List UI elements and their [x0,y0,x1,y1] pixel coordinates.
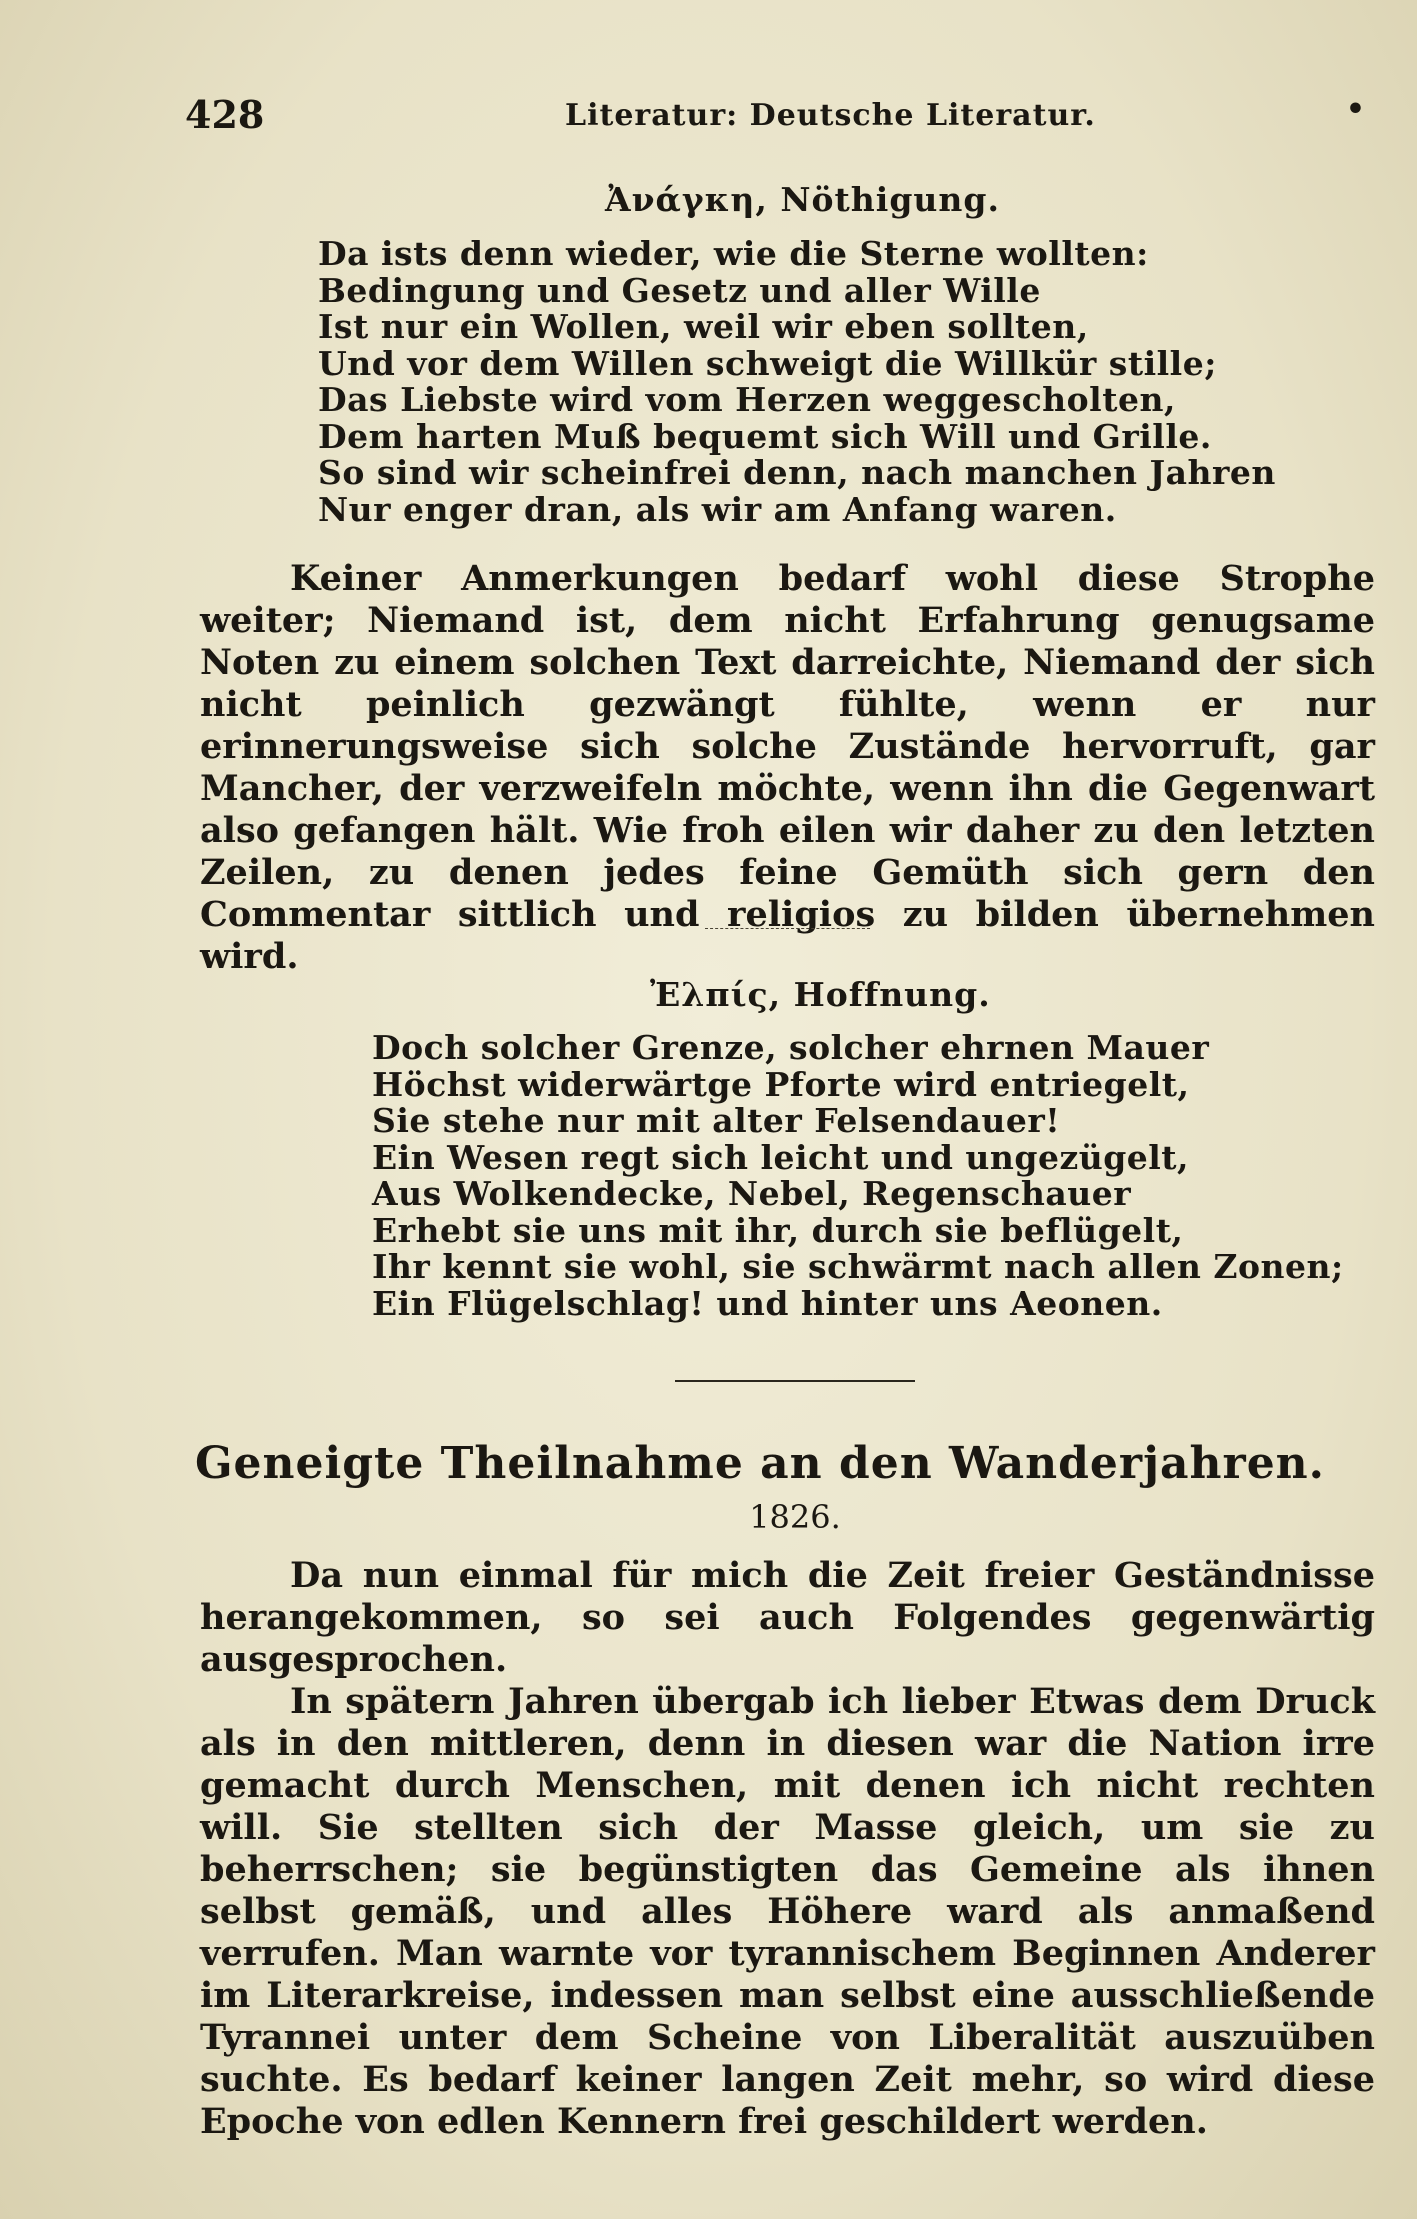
poem-line: So sind wir scheinfrei denn, nach manchen Jahren [318,453,1276,492]
header-mark: • [1345,92,1365,127]
poem-line: Höchst widerwärtge Pforte wird entriegelt, [372,1064,1190,1104]
poem-line: Das Liebste wird vom Herzen weggescholten, [318,380,1176,419]
poem-line: Ein Wesen regt sich leicht und ungezügelt, [372,1137,1190,1177]
commentary-paragraph [200,558,1375,978]
section-year: 1826. [749,1498,841,1536]
poem-elpis [372,1030,1344,1322]
body-paragraph: In spätern Jahren übergab ich lieber Etwas dem Druck als in den mittleren, denn in diesen war die Nation irre gemacht durch Menschen, mit denen ich nicht rechten will. Sie stellten sich der Masse gleich, um sie zu beherrschen; sie begünstigten das Gemeine als ihnen selbst gemäß, und alles Höhere ward als anmaßend verrufen. Man warnte vor tyrannischem Beginnen Anderer im Literarkreise, indessen man selbst eine ausschließende Tyrannei unter dem Scheine von Liberalität auszuüben suchte. Es bedarf keiner langen Zeit mehr, so wird diese Epoche von edlen Kennern frei geschildert werden. [200,1681,1375,2142]
poem-line: Doch solcher Grenze, solcher ehrnen Mauer [372,1028,1210,1067]
poem-line: Ihr kennt sie wohl, sie schwärmt nach allen Zonen; [372,1247,1344,1286]
page-header [185,92,1365,142]
divider [705,928,870,929]
poem-line: Dem harten Muß bequemt sich Will und Grille. [318,416,1212,456]
poem-title-anagke: Ἀνάγκη, Nöthigung. [605,180,1000,219]
commentary-text: Keiner Anmerkungen bedarf wohl diese Strophe weiter; Niemand ist, dem nicht Erfahrung genugsame Noten zu einem solchen Text darreichte, Niemand der sich nicht peinlich gezwängt fühlte, wenn er nur erinnerungsweise sich solche Zustände hervorruft, gar Mancher, der verzweifeln möchte, wenn ihn die Gegenwart also gefangen hält. Wie froh eilen wir daher zu den letzten Zeilen, zu denen jedes feine Gemüth sich gern den Commentar sittlich und religios zu bilden übernehmen wird. [200,558,1375,977]
section-divider [675,1380,915,1382]
poem-line: Und vor dem Willen schweigt die Willkür stille; [318,343,1217,383]
section-title: Geneigte Theilnahme an den Wanderjahren. [194,1438,1325,1489]
poem-line: Sie stehe nur mit alter Felsendauer! [372,1101,1061,1140]
poem-anagke [318,236,1276,528]
body-paragraph: Da nun einmal für mich die Zeit freier Geständnisse herangekommen, so sei auch Folgendes gegenwärtig ausgesprochen. [200,1555,1375,1680]
poem-line: Bedingung und Gesetz und aller Wille [318,270,1041,310]
section-body [200,1555,1375,2143]
poem-line: Ist nur ein Wollen, weil wir eben sollten, [318,307,1089,346]
poem-title-elpis: Ἐλπίς, Hoffnung. [650,975,991,1014]
poem-line: Da ists denn wieder, wie die Sterne wollten: [318,234,1149,273]
poem-line: Ein Flügelschlag! und hinter uns Aeonen. [372,1283,1163,1323]
running-head: Literatur: Deutsche Literatur. [565,98,1096,133]
poem-line: Erhebt sie uns mit ihr, durch sie beflügelt, [372,1210,1184,1250]
poem-line: Nur enger dran, als wir am Anfang waren. [318,489,1117,529]
poem-line: Aus Wolkendecke, Nebel, Regenschauer [372,1174,1132,1213]
page-number: 428 [185,92,265,137]
